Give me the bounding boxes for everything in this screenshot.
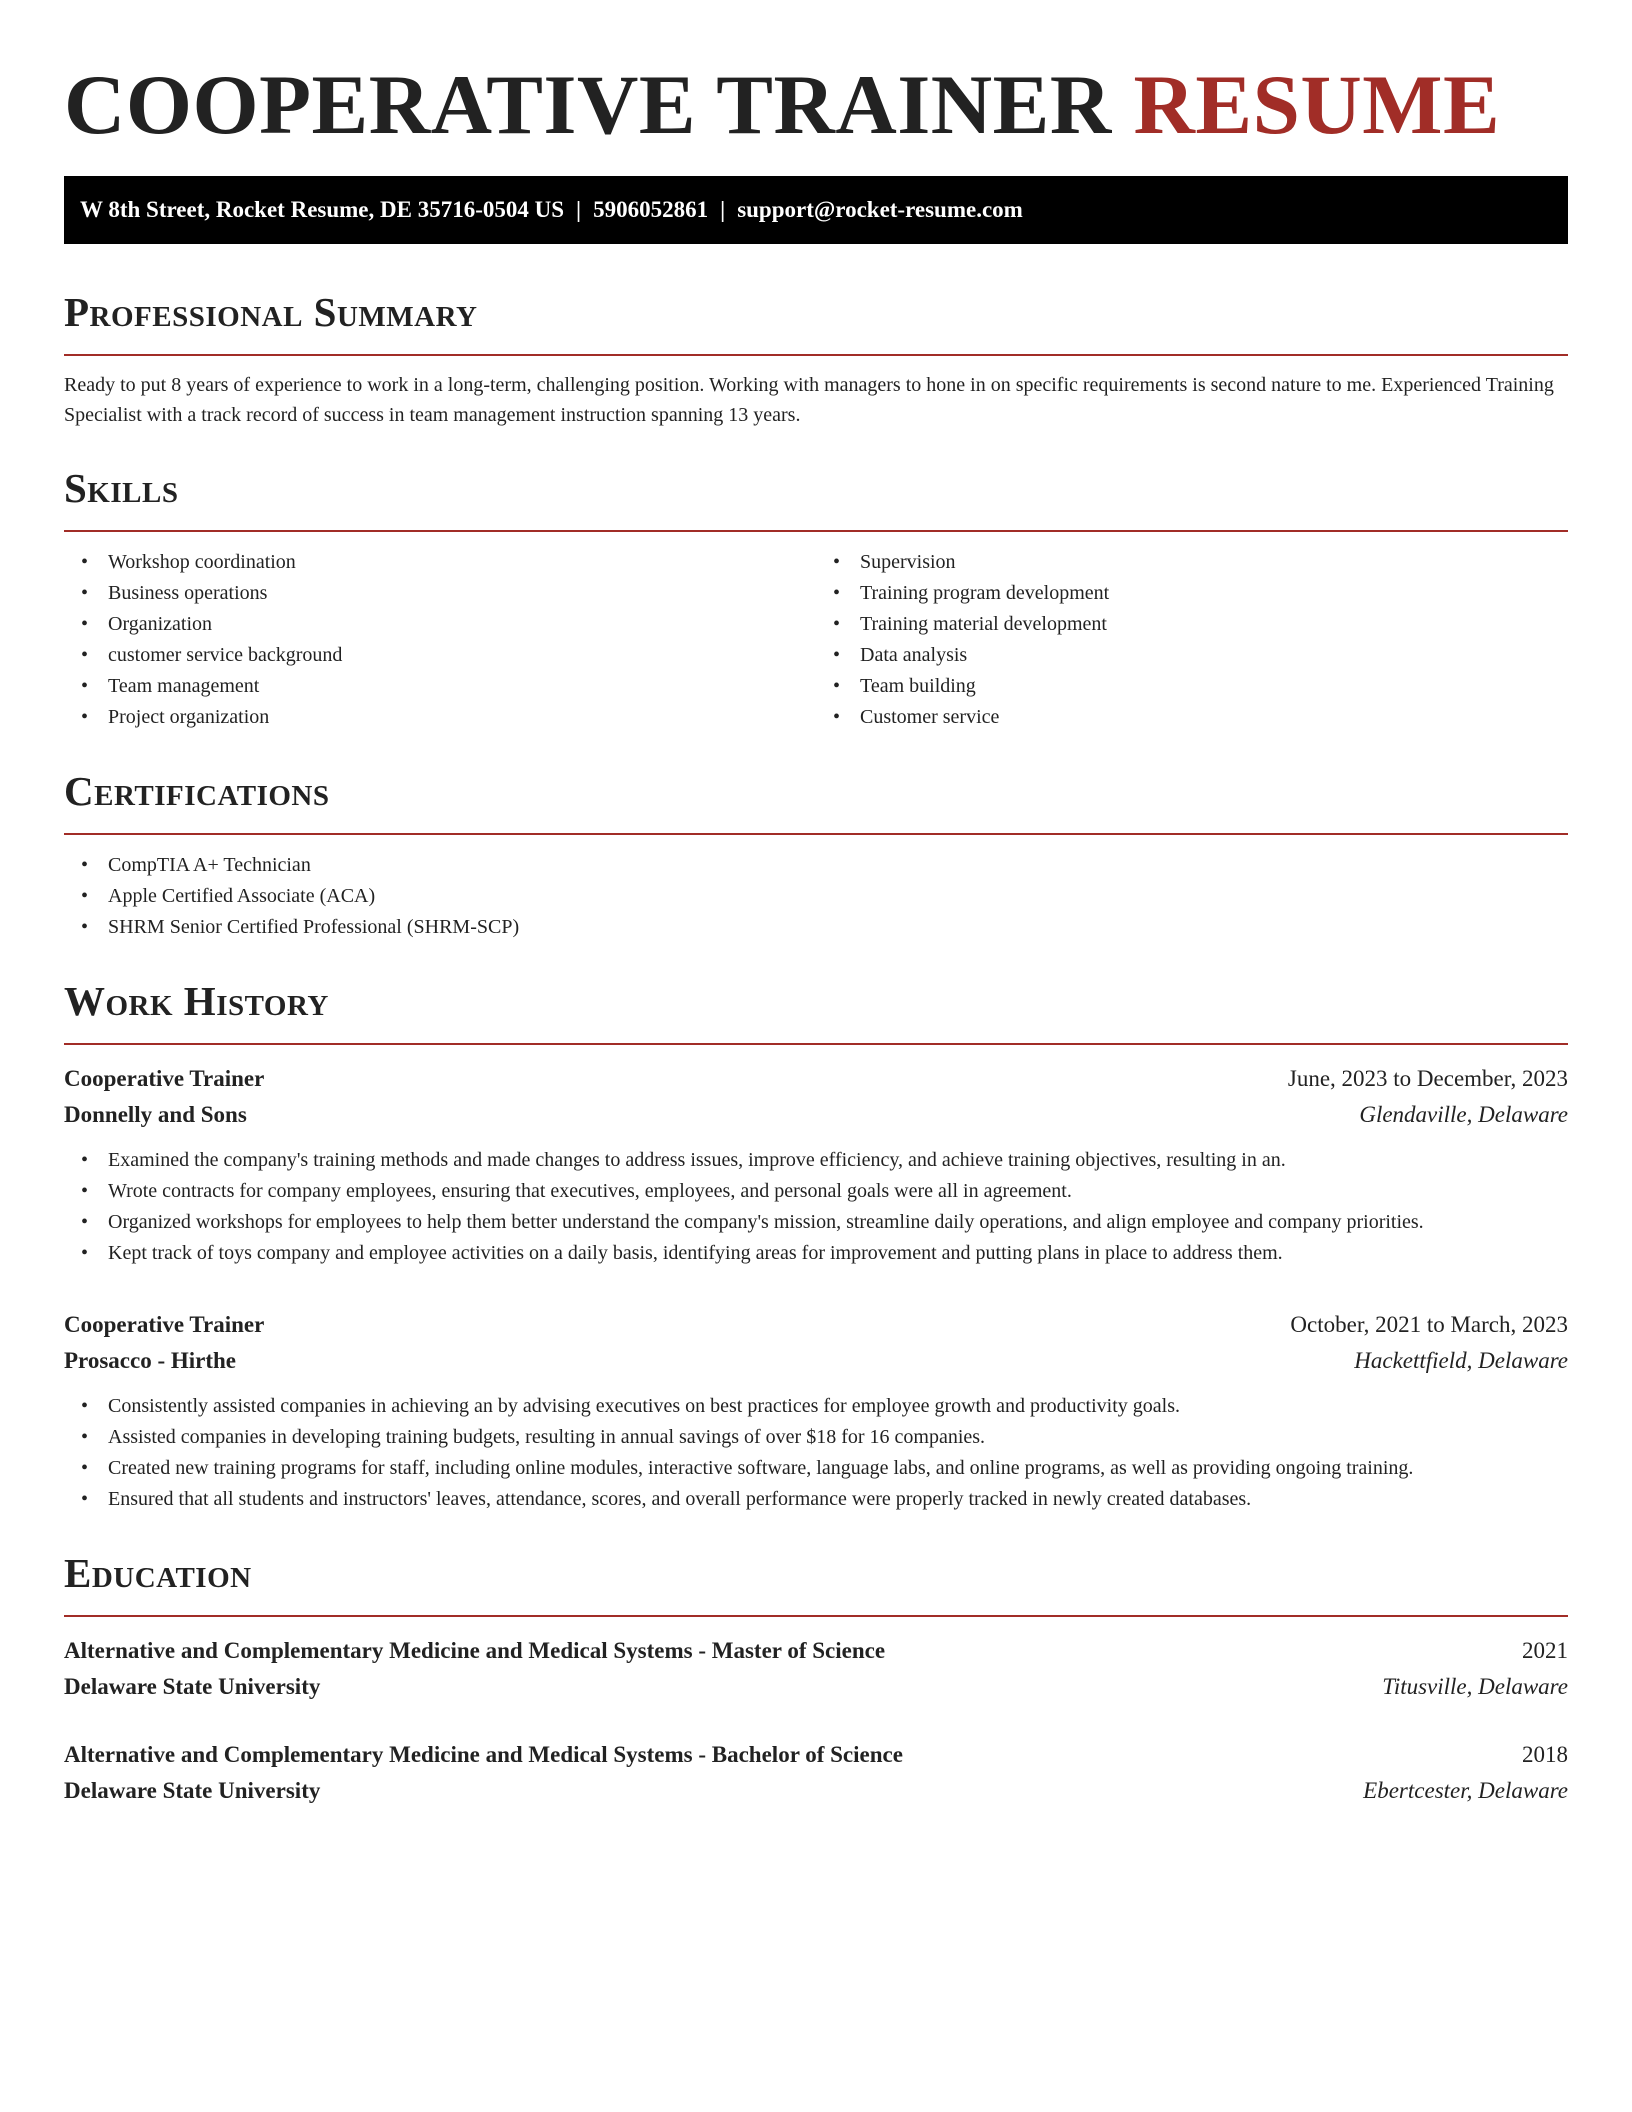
certification-item: • SHRM Senior Certified Professional (SHRM-SCP) — [64, 912, 1568, 943]
job-bullet: • Wrote contracts for company employees, ensuring that executives, employees, and personal goals were all in agreement. — [64, 1176, 1568, 1207]
skill-item: • Project organization — [64, 702, 816, 733]
job-company: Prosacco - Hirthe — [64, 1348, 237, 1373]
education-school: Delaware State University — [64, 1674, 321, 1699]
skill-item: • Training material development — [816, 609, 1568, 640]
skill-item: • Customer service — [816, 702, 1568, 733]
contact-address: W 8th Street, Rocket Resume, DE 35716-0504 US — [80, 197, 565, 222]
summary-heading: Professional Summary — [64, 284, 1568, 356]
contact-separator: | — [720, 197, 726, 222]
skills-list-left — [64, 547, 816, 733]
skill-item: • Supervision — [816, 547, 1568, 578]
skills-columns — [64, 532, 1568, 733]
job-bullet: • Created new training programs for staff, including online modules, interactive software, language labs, and online programs, as well as providing ongoing training. — [64, 1453, 1568, 1484]
education-school-row — [64, 1773, 1568, 1809]
education-degree-row — [64, 1737, 1568, 1773]
job-header-row — [64, 1061, 1568, 1097]
contact-phone: 5906052861 — [593, 197, 709, 222]
certifications-heading: Certifications — [64, 763, 1568, 835]
summary-text: Ready to put 8 years of experience to work in a long-term, challenging position. Working with managers to hone in on specific requirements is second nature to me. Experienced Training Specialist with a track record of success in team management instruction spanning 13 years. — [64, 374, 1554, 426]
job-dates: June, 2023 to December, 2023 — [1287, 1066, 1568, 1091]
certifications-section — [64, 763, 1568, 943]
job-header-row — [64, 1307, 1568, 1343]
education-entry — [64, 1633, 1568, 1705]
job-bullets — [64, 1145, 1568, 1269]
job-bullet: • Ensured that all students and instructors' leaves, attendance, scores, and overall performance were properly tracked in newly created databases. — [64, 1484, 1568, 1515]
job-title: Cooperative Trainer — [64, 1066, 265, 1091]
education-year: 2018 — [1522, 1742, 1568, 1767]
job-company-row — [64, 1097, 1568, 1133]
title-main: COOPERATIVE TRAINER — [64, 58, 1112, 152]
job-location: Glendaville, Delaware — [1359, 1102, 1568, 1127]
job-dates: October, 2021 to March, 2023 — [1290, 1312, 1568, 1337]
job-bullet: • Organized workshops for employees to help them better understand the company's mission, streamline daily operations, and align employee and company priorities. — [64, 1207, 1568, 1238]
skill-item: • customer service background — [64, 640, 816, 671]
skill-item: • Training program development — [816, 578, 1568, 609]
skill-item: • Workshop coordination — [64, 547, 816, 578]
job-company: Donnelly and Sons — [64, 1102, 247, 1127]
contact-bar — [64, 176, 1568, 244]
job-bullet: • Examined the company's training methods and made changes to address issues, improve efficiency, and achieve training objectives, resulting in an. — [64, 1145, 1568, 1176]
education-school: Delaware State University — [64, 1778, 321, 1803]
certification-item: • Apple Certified Associate (ACA) — [64, 881, 1568, 912]
education-location: Titusville, Delaware — [1382, 1674, 1568, 1699]
certifications-list — [64, 850, 1568, 943]
contact-email: support@rocket-resume.com — [737, 197, 1023, 222]
skills-list-right — [816, 547, 1568, 733]
title-accent: RESUME — [1133, 58, 1501, 152]
skill-item: • Data analysis — [816, 640, 1568, 671]
work-history-heading: Work History — [64, 973, 1568, 1045]
job-bullet: • Consistently assisted companies in achieving an by advising executives on best practices for employee growth and productivity goals. — [64, 1391, 1568, 1422]
education-entry — [64, 1737, 1568, 1809]
education-year: 2021 — [1522, 1638, 1568, 1663]
education-heading: Education — [64, 1545, 1568, 1617]
education-section — [64, 1545, 1568, 1809]
education-degree: Alternative and Complementary Medicine and Medical Systems - Master of Science — [64, 1638, 886, 1663]
job-entry — [64, 1061, 1568, 1269]
skills-heading: Skills — [64, 460, 1568, 532]
job-bullets — [64, 1391, 1568, 1515]
skills-section — [64, 460, 1568, 733]
certification-item: • CompTIA A+ Technician — [64, 850, 1568, 881]
job-title: Cooperative Trainer — [64, 1312, 265, 1337]
job-company-row — [64, 1343, 1568, 1379]
education-degree: Alternative and Complementary Medicine and Medical Systems - Bachelor of Science — [64, 1742, 903, 1767]
education-school-row — [64, 1669, 1568, 1705]
job-bullet: • Kept track of toys company and employee activities on a daily basis, identifying areas for improvement and putting plans in place to address them. — [64, 1238, 1568, 1269]
work-history-section — [64, 973, 1568, 1515]
skill-item: • Business operations — [64, 578, 816, 609]
contact-separator: | — [576, 197, 582, 222]
job-entry — [64, 1307, 1568, 1515]
job-bullet: • Assisted companies in developing training budgets, resulting in annual savings of over $18 for 16 companies. — [64, 1422, 1568, 1453]
resume-title — [64, 0, 1568, 160]
skill-item: • Organization — [64, 609, 816, 640]
education-location: Ebertcester, Delaware — [1363, 1778, 1568, 1803]
job-location: Hackettfield, Delaware — [1354, 1348, 1568, 1373]
skill-item: • Team management — [64, 671, 816, 702]
education-degree-row — [64, 1633, 1568, 1669]
skill-item: • Team building — [816, 671, 1568, 702]
